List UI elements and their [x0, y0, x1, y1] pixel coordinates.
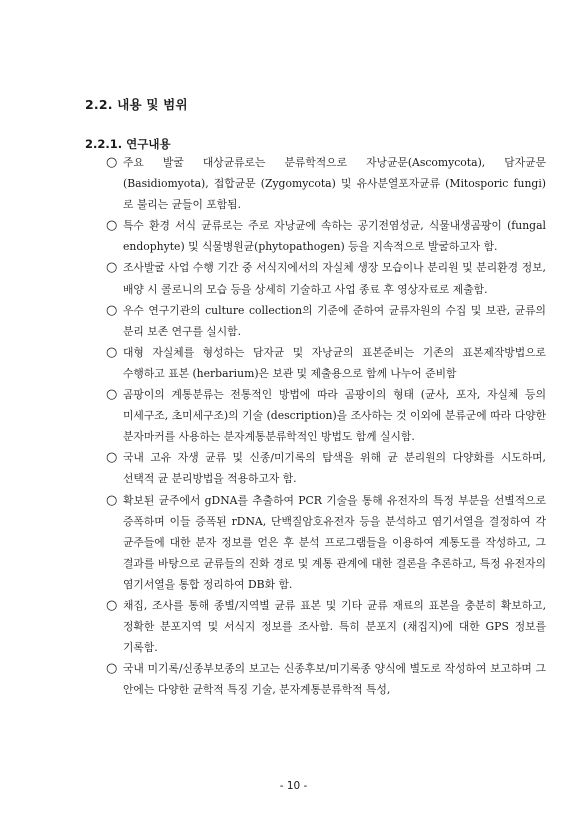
list-item-text: 국내 미기록/신종부보종의 보고는 신종후보/미기록종 양식에 별도로 작성하여 보고하며 그 안에는 다양한 균학적 특징 기술, 분자계통분류학적 특성,: [123, 662, 546, 697]
list-item-text: 특수 환경 서식 균류로는 주로 자낭균에 속하는 공기전염성균, 식물내생곰팡이 (fungal endophyte) 및 식물병원균(phytopathogen) 등을 지속적으로 발굴하고자 함.: [123, 219, 546, 254]
circle-bullet-icon: ○: [106, 344, 118, 360]
list-item: [106, 215, 546, 257]
list-item: [106, 342, 546, 384]
circle-bullet-icon: ○: [106, 450, 118, 466]
page-number: - 10 -: [279, 780, 308, 792]
list-item-text: 채집, 조사를 통해 종별/지역별 균류 표본 및 기타 균류 재료의 표본을 충분히 확보하고, 정확한 분포지역 및 서식지 정보를 조사함. 특히 분포지 (채집지)에 대한 GPS 정보를 기록함.: [123, 598, 546, 655]
list-item: [106, 384, 546, 447]
circle-bullet-icon: ○: [106, 661, 118, 677]
subsection-heading: 2.2.1. 연구내용: [85, 137, 171, 151]
circle-bullet-icon: ○: [106, 302, 118, 318]
content-list: [106, 152, 546, 700]
list-item: [106, 300, 546, 342]
circle-bullet-icon: ○: [106, 492, 118, 508]
circle-bullet-icon: ○: [106, 597, 118, 613]
list-item: [106, 658, 546, 700]
circle-bullet-icon: ○: [106, 218, 118, 234]
list-item-text: 조사발굴 사업 수행 기간 중 서식지에서의 자실체 생장 모습이나 분리원 및 분리환경 정보, 배양 시 콜로니의 모습 등을 상세히 기술하고 사업 종료 후 영상자료로 제출함.: [123, 261, 546, 296]
circle-bullet-icon: ○: [106, 260, 118, 276]
list-item-text: 주요 발굴 대상균류로는 분류학적으로 자낭균문(Ascomycota), 담자균문(Basidiomyota), 접합균문 (Zygomycota) 및 유사분열포자균류 (Mitosporic fungi)로 불리는 균들이 포함됨.: [123, 156, 546, 212]
list-item: [106, 490, 546, 595]
list-item-text: 우수 연구기관의 culture collection의 기준에 준하여 균류자원의 수집 및 보관, 균류의 분리 보존 연구를 실시함.: [123, 303, 546, 338]
list-item-text: 곰팡이의 계통분류는 전통적인 방법에 따라 곰팡이의 형태 (균사, 포자, 자실체 등의 미세구조, 초미세구조)의 기술 (description)을 조사하는 것 이외에 분류군에 따라 다양한 분자마커를 사용하는 분자계통분류학적인 방법도 함께 실시함.: [123, 388, 546, 444]
list-item: [106, 595, 546, 658]
list-item-text: 국내 고유 자생 균류 및 신종/미기록의 탐색을 위해 균 분리원의 다양화를 시도하며, 선택적 균 분리방법을 적용하고자 함.: [123, 451, 546, 486]
list-item: [106, 152, 546, 215]
list-item: [106, 257, 546, 299]
list-item-text: 확보된 균주에서 gDNA를 추출하여 PCR 기술을 통해 유전자의 특정 부분을 선별적으로 증폭하며 이들 증폭된 rDNA, 단백질암호유전자 등을 분석하고 염기서열을 결정하여 각 균주들에 대한 분자 정보를 얻은 후 분석 프로그램들을 이용하여 계통도를 작성하고, 그 결과를 바탕으로 균류들의 진화 경로 및 계통 관계에 대한 결론을 추론하고, 특정 유전자의 염기서열을 통합 정리하여 DB화 함.: [123, 493, 546, 591]
list-item: [106, 447, 546, 489]
section-heading: 2.2. 내용 및 범위: [85, 97, 188, 112]
list-item-text: 대형 자실체를 형성하는 담자균 및 자낭균의 표본준비는 기존의 표본제작방법으로 수행하고 표본 (herbarium)은 보관 및 제출용으로 함께 나누어 준비함: [123, 345, 546, 380]
circle-bullet-icon: ○: [106, 155, 118, 170]
circle-bullet-icon: ○: [106, 387, 118, 403]
